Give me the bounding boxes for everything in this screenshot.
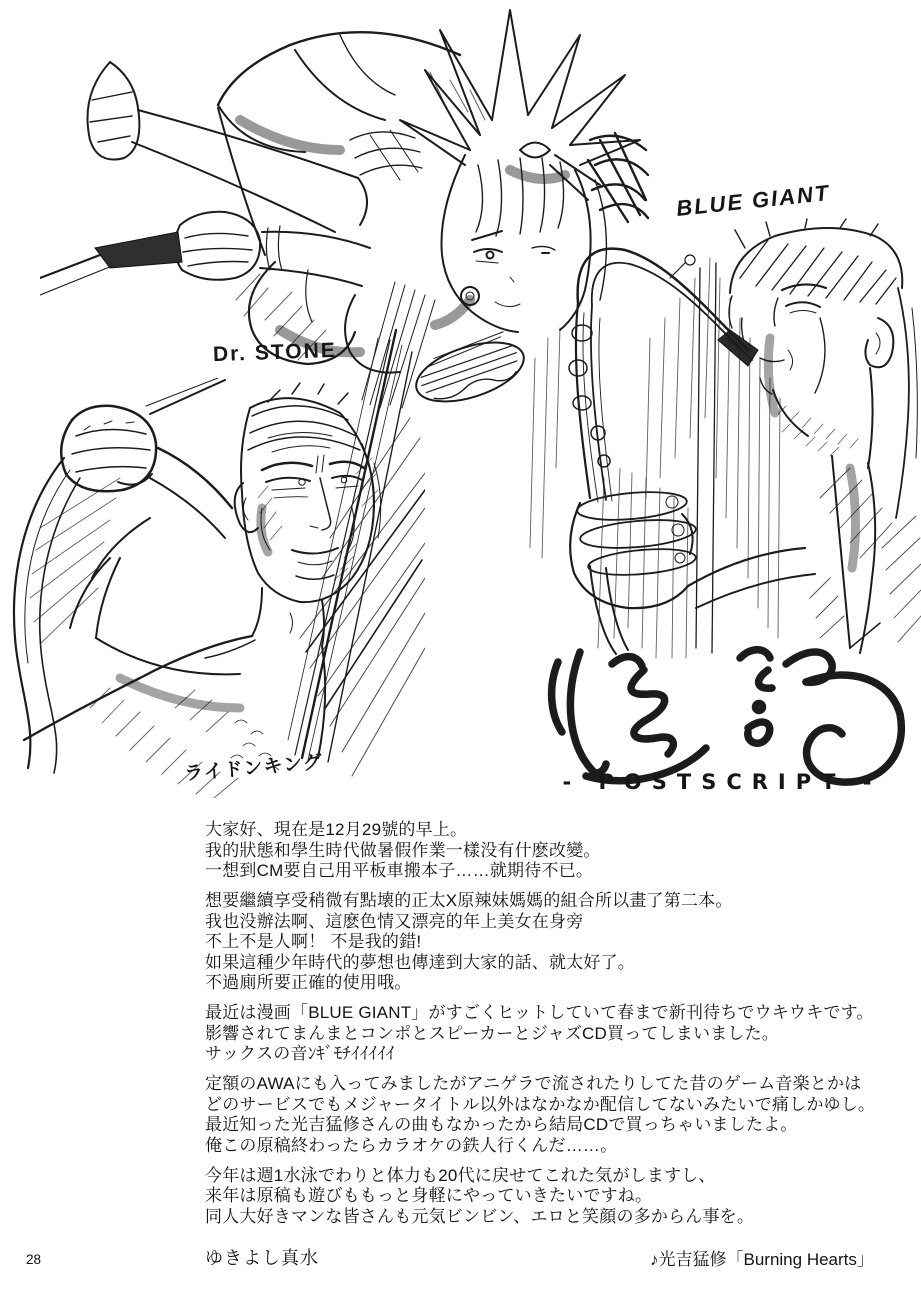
text-line: 我的狀態和學生時代做暑假作業一樣没有什麽改變。 — [205, 840, 601, 860]
paragraph-book — [205, 891, 875, 994]
text-line: 最近は漫画「BLUE GIANT」がすごくヒットしていて春まで新刊待ちでウキウキです。 — [205, 1003, 874, 1022]
paragraph-blue-giant — [205, 1003, 875, 1065]
text-line: 影響されてまんまとコンポとスピーカーとジャズCD買ってしまいました。 — [205, 1023, 779, 1043]
paragraph-closing — [205, 1166, 875, 1228]
ride-on-king-label: ライドンキング — [183, 751, 324, 786]
text-line: 大家好、現在是12月29號的早上。 — [205, 820, 468, 839]
text-line: 今年は週1水泳でわりと体力も20代に戻せてこれた気がしますし、 — [205, 1165, 716, 1185]
text-line: サックスの音ﾝｷﾞﾓﾁｲｲｲｲｲ — [205, 1044, 395, 1063]
dr-stone-label: Dr. STONE — [212, 338, 338, 367]
song-credit: ♪光吉猛修「Burning Hearts」 — [650, 1250, 874, 1269]
text-line: 来年は原稿も遊びももっと身軽にやっていきたいですね。 — [205, 1186, 653, 1205]
text-line: 定額のAWAにも入ってみましたがアニゲラで流されたりしてた昔のゲーム音楽とかは — [205, 1074, 862, 1093]
paragraph-music — [205, 1074, 875, 1156]
ride-on-king-character-sketch — [0, 378, 425, 798]
postscript-subtitle: - POSTSCRIPT - — [562, 770, 882, 794]
text-line: 俺この原稿終わったらカラオケの鉄人行くんだ……。 — [205, 1135, 618, 1155]
blue-giant-saxophonist-sketch — [520, 218, 921, 663]
blue-giant-label: BLUE GIANT — [675, 179, 832, 222]
afterword-text — [205, 820, 875, 1237]
text-line: 我也没辦法啊、這麽色情又漂亮的年上美女在身旁 — [205, 911, 584, 931]
text-line: 同人大好きマンな皆さんも元気ビンビン、エロと笑顔の多からん事を。 — [205, 1206, 755, 1226]
text-line: 不過廁所要正確的使用哦。 — [205, 973, 412, 992]
text-line: 一想到CM要自己用平板車搬本子……就期待不已。 — [205, 861, 594, 880]
text-line: 不上不是人啊！ 不是我的錯! — [205, 932, 422, 951]
text-line: 最近知った光吉猛修さんの曲もなかったから結局CDで買っちゃいましたよ。 — [205, 1115, 798, 1134]
paragraph-greeting — [205, 820, 875, 882]
text-line: 想要繼續享受稍微有點壊的正太X原辣妹媽媽的組合所以畫了第二本。 — [205, 891, 733, 910]
text-line: どのサービスでもメジャータイトル以外はなかなか配信してないみたいで痛しかゆし。 — [205, 1094, 876, 1114]
page-number: 28 — [26, 1252, 42, 1267]
author-name: ゆきよし真水 — [205, 1248, 319, 1268]
text-line: 如果這種少年時代的夢想也傳達到大家的話、就太好了。 — [205, 952, 635, 972]
